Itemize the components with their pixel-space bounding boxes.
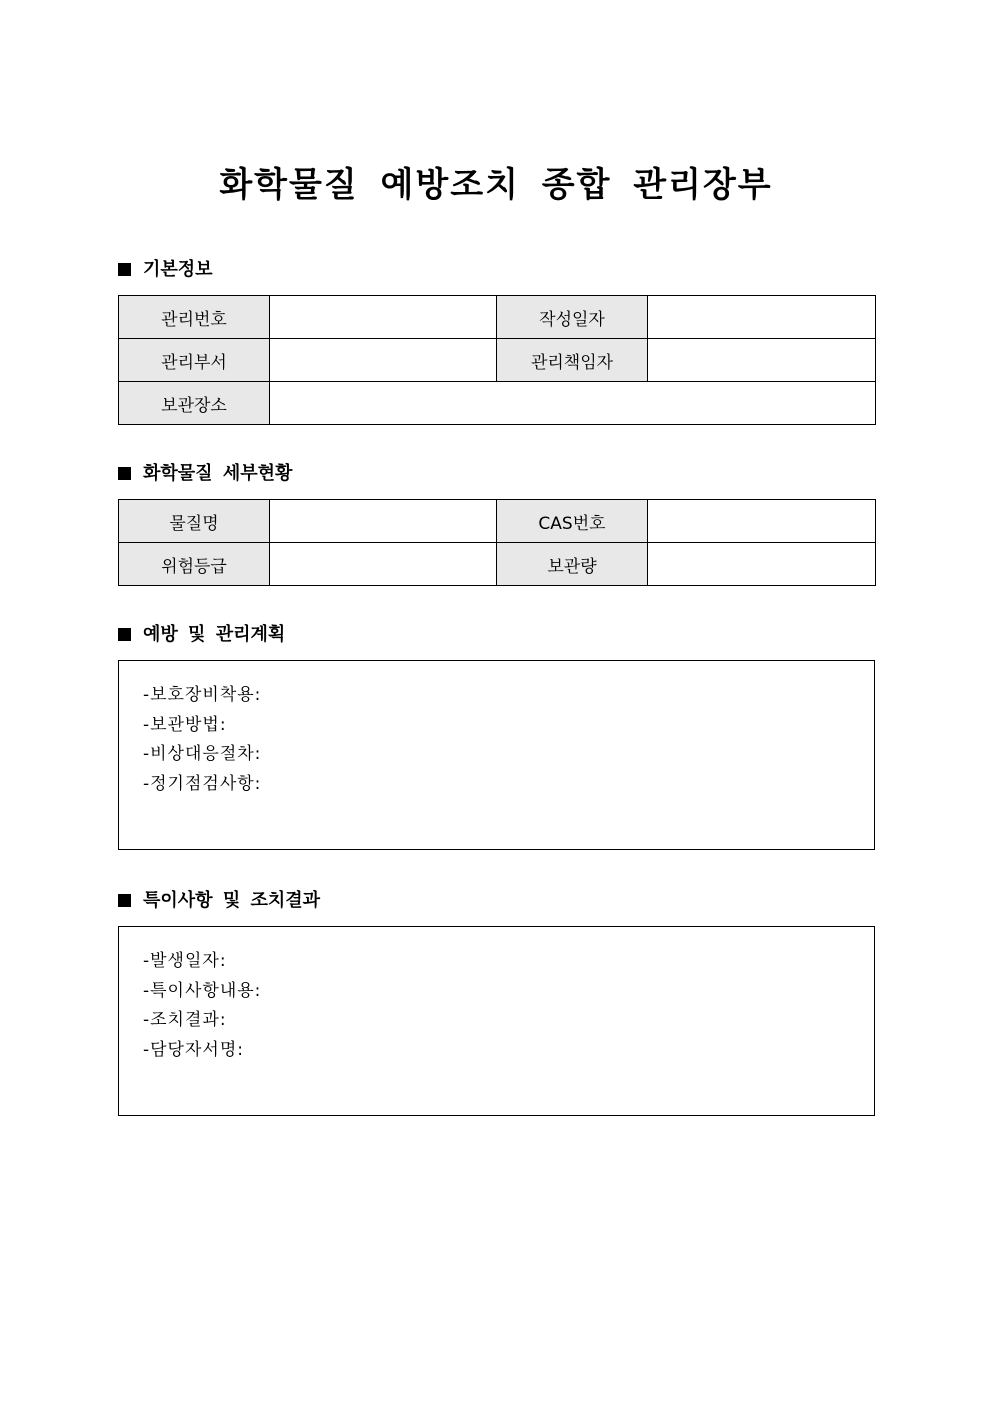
storage-amount-field[interactable] [648, 543, 876, 586]
table-row [119, 500, 876, 543]
document-title: 화학물질 예방조치 종합 관리장부 [219, 165, 773, 205]
date-written-label: 작성일자 [497, 296, 648, 339]
storage-amount-label: 보관량 [497, 543, 648, 586]
remarks-lines [143, 947, 261, 1065]
square-bullet-icon [118, 894, 131, 907]
square-bullet-icon [118, 467, 131, 480]
remarks-box[interactable] [118, 926, 875, 1116]
department-field[interactable] [270, 339, 497, 382]
management-no-label: 관리번호 [119, 296, 270, 339]
substance-name-label: 물질명 [119, 500, 270, 543]
manager-label: 관리책임자 [497, 339, 648, 382]
basic-info-table [118, 295, 876, 425]
chemical-details-table [118, 499, 876, 586]
table-row [119, 296, 876, 339]
department-label: 관리부서 [119, 339, 270, 382]
substance-name-field[interactable] [270, 500, 497, 543]
cas-no-field[interactable] [648, 500, 876, 543]
hazard-grade-field[interactable] [270, 543, 497, 586]
action-result-line: -조치결과: [143, 1010, 227, 1030]
storage-location-field[interactable] [270, 382, 876, 425]
section-heading-label: 기본정보 [143, 259, 213, 280]
emergency-procedure-line: -비상대응절차: [143, 744, 262, 764]
date-written-field[interactable] [648, 296, 876, 339]
manager-field[interactable] [648, 339, 876, 382]
table-row [119, 543, 876, 586]
storage-location-label: 보관장소 [119, 382, 270, 425]
remarks-content-line: -특이사항내용: [143, 980, 262, 1001]
cas-no-label: CAS번호 [497, 500, 648, 543]
management-no-field[interactable] [270, 296, 497, 339]
section-heading-prevention-plan [118, 623, 285, 647]
protective-equipment-line: -보호장비착용: [143, 685, 262, 705]
square-bullet-icon [118, 628, 131, 641]
section-heading-label: 특이사항 및 조치결과 [143, 890, 321, 911]
square-bullet-icon [118, 263, 131, 276]
prevention-plan-lines [143, 681, 261, 799]
hazard-grade-label: 위험등급 [119, 543, 270, 586]
occurrence-date-line: -발생일자: [143, 951, 227, 971]
section-heading-label: 예방 및 관리계획 [143, 624, 286, 645]
regular-inspection-line: -정기점검사항: [143, 773, 262, 794]
section-heading-label: 화학물질 세부현황 [143, 463, 293, 484]
prevention-plan-box[interactable] [118, 660, 875, 850]
section-heading-basic-info [118, 258, 213, 282]
section-heading-remarks [118, 889, 320, 913]
section-heading-chemical-details [118, 462, 292, 486]
table-row [119, 382, 876, 425]
signature-line: -담당자서명: [143, 1039, 244, 1060]
storage-method-line: -보관방법: [143, 714, 227, 735]
table-row [119, 339, 876, 382]
